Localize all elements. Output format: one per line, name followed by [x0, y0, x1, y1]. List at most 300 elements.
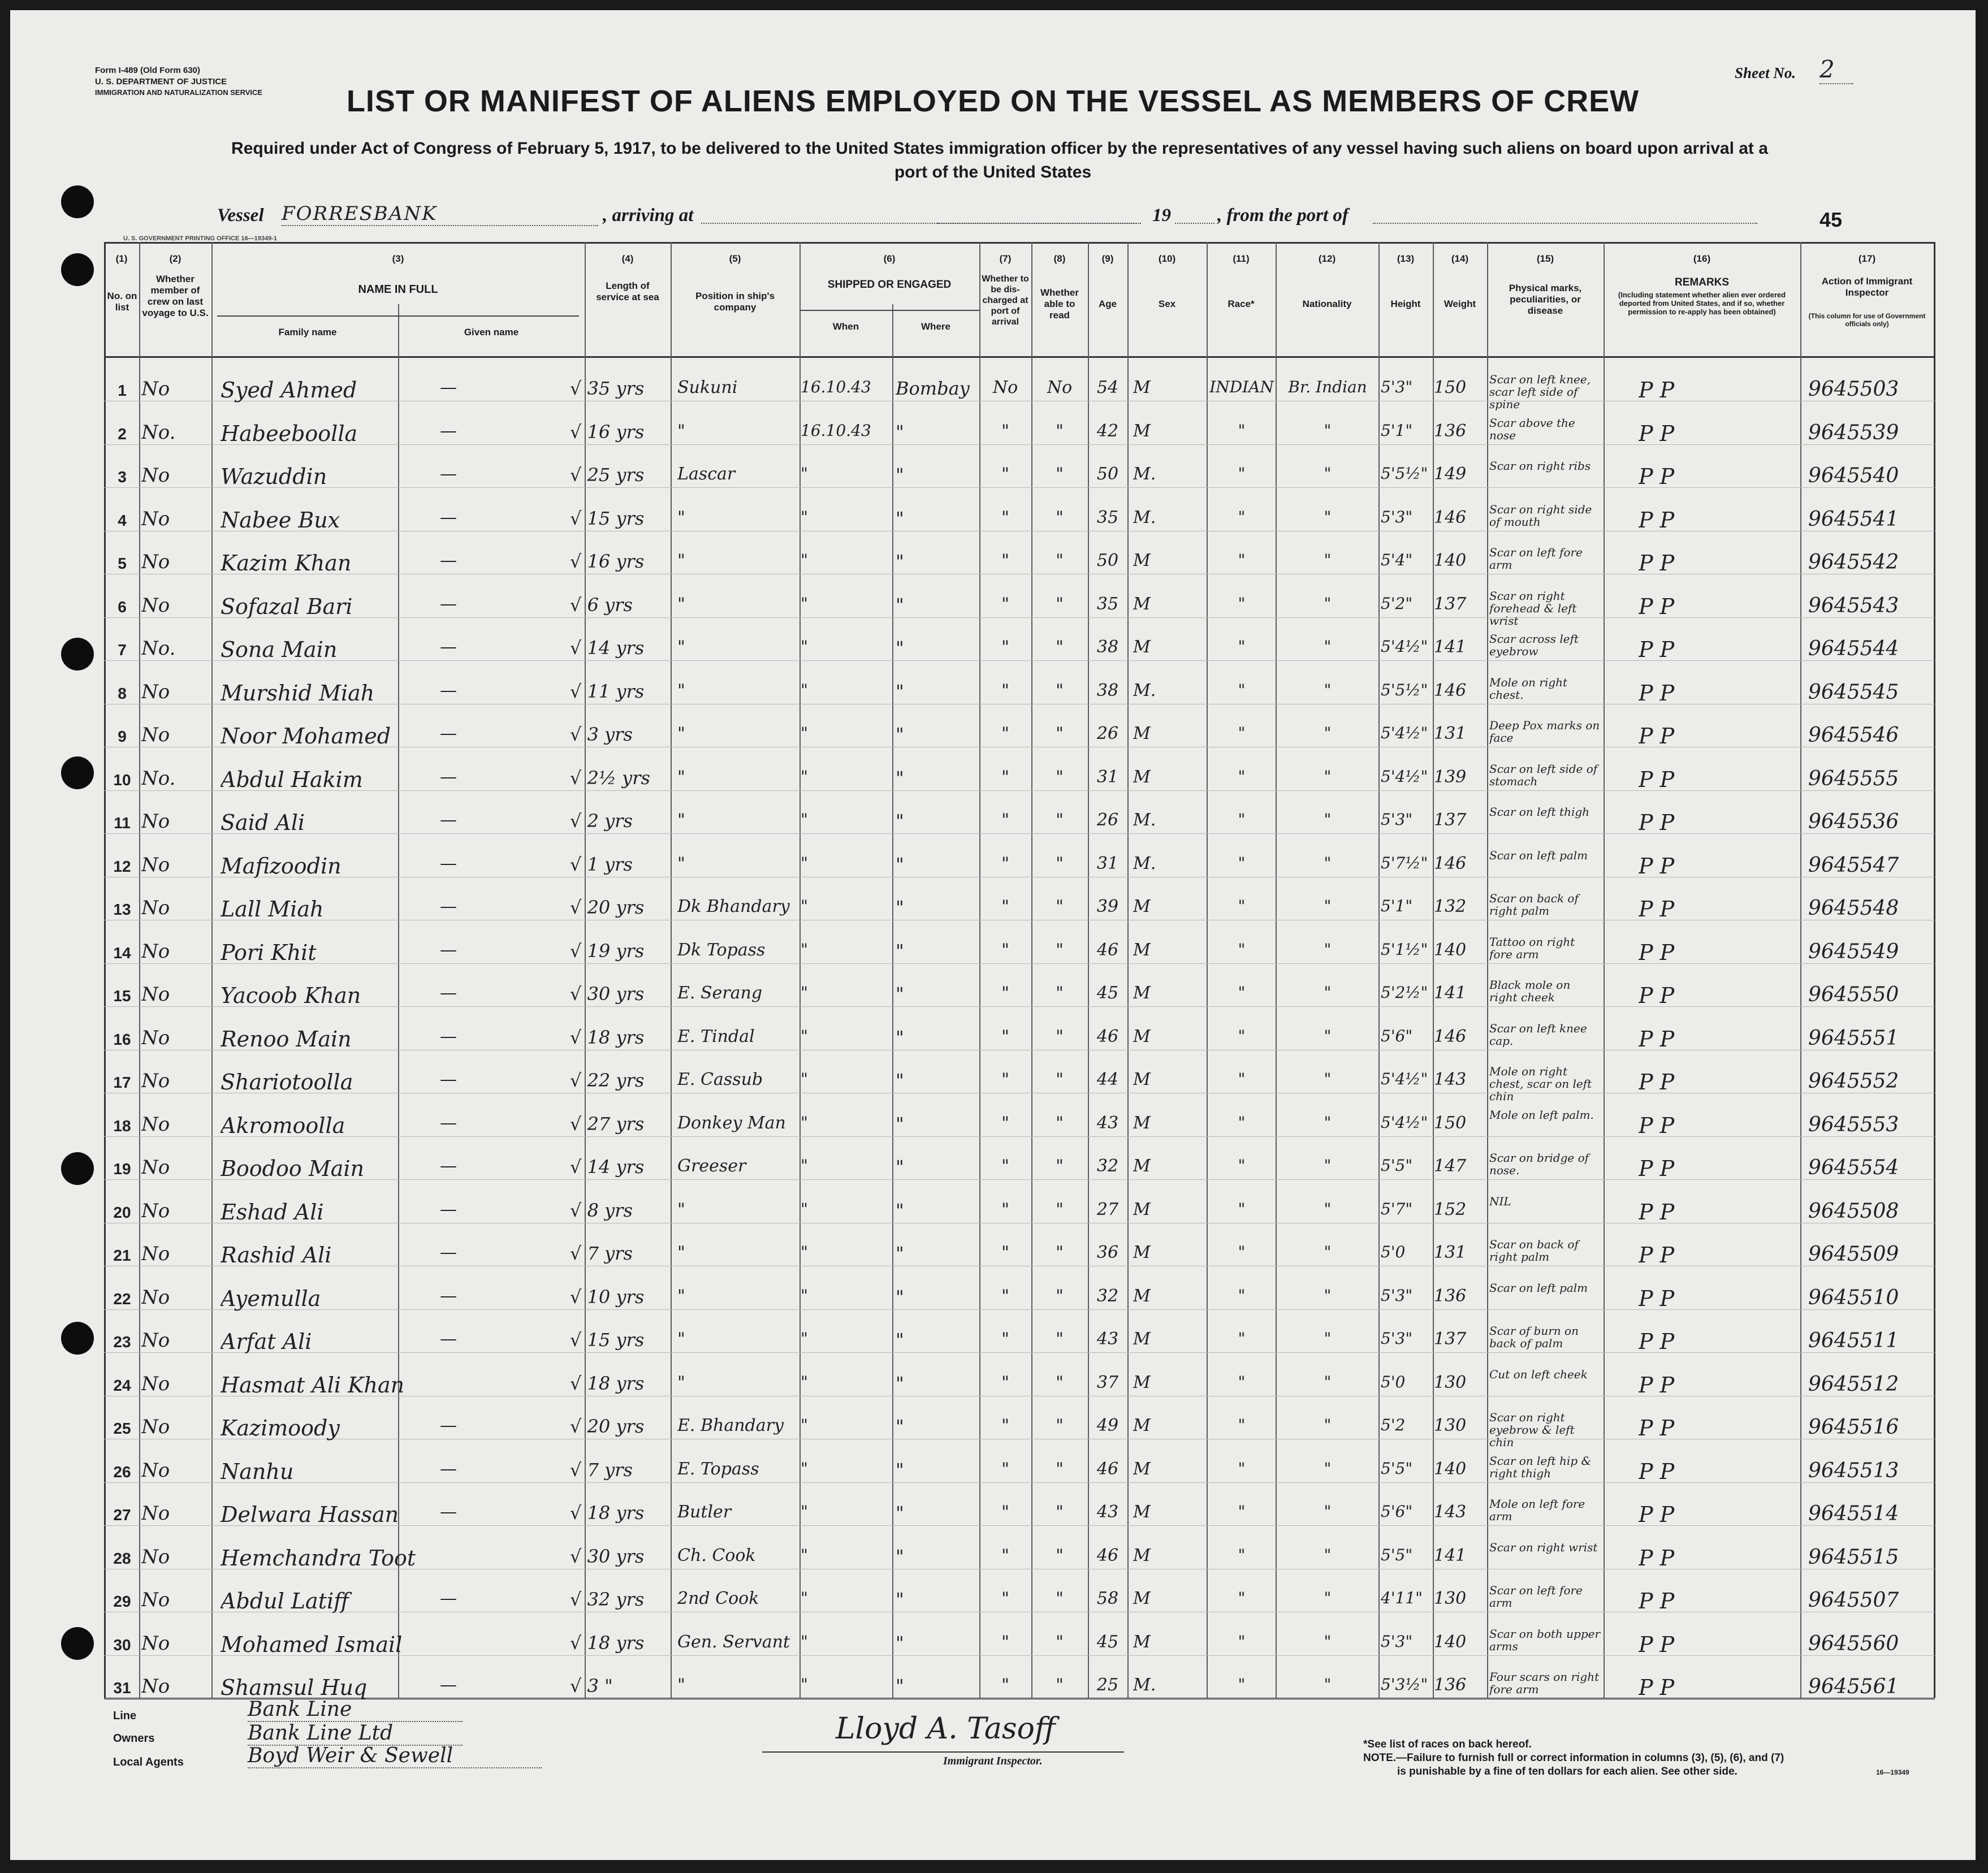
cell-nationality: "	[1324, 854, 1332, 872]
column-divider	[1378, 242, 1380, 1698]
cell-remarks: P P	[1639, 1632, 1675, 1657]
cell-action: 9645508	[1808, 1200, 1899, 1223]
cell-action: 9645552	[1808, 1070, 1899, 1093]
cell-age: 50	[1096, 464, 1119, 484]
cell-weight: 136	[1434, 1675, 1467, 1695]
column-number: (11)	[1233, 253, 1250, 264]
cell-service: √ 20 yrs	[570, 1416, 645, 1437]
cell-when: "	[801, 1070, 808, 1088]
cell-remarks: P P	[1639, 378, 1675, 403]
cell-height: 5'4"	[1381, 551, 1413, 569]
column-number: (3)	[392, 253, 404, 264]
cell-no: 19	[113, 1160, 131, 1178]
cell-age: 46	[1096, 940, 1119, 960]
cell-where: "	[896, 983, 904, 1005]
cell-where: "	[896, 724, 904, 745]
cell-remarks: P P	[1639, 767, 1675, 792]
cell-height: 5'4½"	[1381, 1070, 1428, 1088]
cell-remarks: P P	[1639, 1416, 1675, 1441]
cell-where: "	[896, 810, 904, 832]
cell-position: 2nd Cook	[677, 1589, 759, 1608]
cell-when: "	[801, 1286, 808, 1305]
cell-sex: M	[1133, 1373, 1151, 1392]
cell-when: "	[801, 1373, 808, 1391]
cell-action: 9645510	[1808, 1286, 1899, 1309]
cell-position: Lascar	[677, 464, 736, 484]
cell-nationality: "	[1324, 724, 1332, 742]
cell-family: Nanhu	[221, 1459, 294, 1484]
cell-action: 9645543	[1808, 594, 1899, 617]
cell-crew: No	[141, 1675, 170, 1698]
cell-race: "	[1238, 724, 1246, 742]
cell-family: Delwara Hassan	[221, 1502, 399, 1527]
header-bottom-border	[104, 356, 1935, 358]
cell-weight: 139	[1434, 767, 1467, 787]
cell-when: "	[801, 1243, 808, 1261]
column-divider	[139, 242, 140, 1698]
cell-age: 25	[1096, 1675, 1119, 1695]
cell-age: 46	[1096, 1459, 1119, 1479]
cell-nationality: "	[1324, 1243, 1332, 1261]
cell-crew: No	[141, 854, 170, 876]
cell-position: "	[677, 1675, 685, 1695]
cell-marks: Scar on back of right palm	[1489, 1238, 1579, 1264]
cell-height: 5'2½"	[1381, 983, 1428, 1002]
cell-remarks: P P	[1639, 637, 1675, 662]
cell-given: —	[440, 724, 457, 743]
cell-read: "	[1056, 594, 1064, 614]
cell-height: 5'7½"	[1381, 854, 1428, 872]
cell-crew: No	[141, 1113, 170, 1136]
cell-position: Dk Bhandary	[677, 897, 790, 916]
col-header-discharged: Whether to be dis-charged at port of arrival	[982, 274, 1029, 327]
sheet-number: 2	[1820, 55, 1853, 84]
cell-weight: 146	[1434, 854, 1467, 873]
cell-where: "	[896, 1416, 904, 1437]
footer-line-value: Bank Line	[248, 1698, 463, 1722]
cell-sex: M.	[1133, 854, 1156, 873]
cell-where: "	[896, 681, 904, 702]
cell-when: "	[801, 1675, 808, 1694]
cell-family: Shariotoolla	[221, 1070, 353, 1095]
cell-service: √ 25 yrs	[570, 464, 645, 486]
cell-service: √ 2 yrs	[570, 810, 633, 832]
cell-position: Sukuni	[677, 378, 738, 397]
cell-when: "	[801, 594, 808, 613]
cell-age: 38	[1096, 637, 1119, 657]
cell-sex: M	[1133, 1200, 1151, 1219]
cell-remarks: P P	[1639, 1675, 1675, 1700]
cell-no: 31	[113, 1679, 131, 1697]
cell-discharged: "	[1001, 1675, 1009, 1695]
cell-height: 5'4½"	[1381, 637, 1428, 656]
cell-race: "	[1238, 508, 1246, 526]
cell-remarks: P P	[1639, 1027, 1675, 1052]
cell-family: Hemchandra Toot	[221, 1546, 416, 1571]
cell-height: 5'4½"	[1381, 724, 1428, 742]
cell-height: 5'2"	[1381, 594, 1413, 613]
cell-discharged: "	[1001, 594, 1009, 614]
cell-sex: M	[1133, 1416, 1151, 1435]
note-line-1: NOTE.—Failure to furnish full or correct information in columns (3), (5), (6), and (7)	[1363, 1752, 1784, 1764]
note-line-2: is punishable by a fine of ten dollars for each alien. See other side.	[1397, 1766, 1738, 1777]
cell-sex: M	[1133, 983, 1151, 1003]
cell-marks: Scar above the nose	[1489, 417, 1575, 442]
cell-race: "	[1238, 1373, 1246, 1391]
cell-where: "	[896, 1243, 904, 1264]
col-header-when: When	[832, 321, 859, 332]
cell-no: 29	[113, 1593, 131, 1610]
cell-sex: M	[1133, 1502, 1151, 1522]
col-header-no: No. on list	[107, 291, 137, 313]
cell-sex: M	[1133, 1632, 1151, 1652]
cell-nationality: "	[1324, 508, 1332, 526]
cell-height: 5'3"	[1381, 1286, 1413, 1305]
cell-position: "	[677, 1243, 685, 1262]
page-number: 45	[1820, 208, 1843, 231]
cell-weight: 140	[1434, 1459, 1467, 1479]
cell-marks: Scar on bridge of nose.	[1489, 1152, 1589, 1177]
cell-read: "	[1056, 854, 1064, 873]
cell-read: "	[1056, 1675, 1064, 1695]
cell-when: "	[801, 897, 808, 915]
cell-where: "	[896, 1113, 904, 1135]
column-number: (16)	[1693, 253, 1711, 264]
cell-position: "	[677, 681, 685, 700]
subtitle-line-1: Required under Act of Congress of February 5, 1917, to be delivered to the United States immigration officer by the representatives of any vessel having such aliens on board upon arrival at a	[231, 139, 1768, 158]
cell-family: Pori Khit	[221, 940, 317, 965]
cell-age: 42	[1096, 421, 1119, 441]
cell-weight: 131	[1434, 724, 1467, 743]
cell-crew: No	[141, 1200, 170, 1222]
cell-action: 9645507	[1808, 1589, 1899, 1612]
cell-race: "	[1238, 1113, 1246, 1132]
cell-crew: No.	[141, 421, 176, 444]
cell-sex: M	[1133, 551, 1151, 570]
cell-given: —	[440, 767, 457, 787]
table-right-border	[1934, 242, 1935, 1698]
cell-action: 9645542	[1808, 551, 1899, 574]
cell-marks: Deep Pox marks on face	[1489, 719, 1600, 745]
cell-sex: M	[1133, 1329, 1151, 1349]
cell-crew: No	[141, 1070, 170, 1092]
cell-nationality: "	[1324, 1416, 1332, 1434]
cell-sex: M	[1133, 1027, 1151, 1046]
cell-service: √ 35 yrs	[570, 378, 645, 399]
cell-no: 14	[113, 944, 131, 962]
cell-when: "	[801, 464, 808, 483]
column-number: (8)	[1053, 253, 1066, 264]
cell-nationality: "	[1324, 464, 1332, 483]
column-number: (2)	[169, 253, 181, 264]
cell-no: 8	[118, 685, 127, 702]
cell-marks: Scar of burn on back of palm	[1489, 1325, 1579, 1350]
cell-service: √ 7 yrs	[570, 1459, 633, 1481]
cell-crew: No	[141, 378, 170, 400]
cell-action: 9645541	[1808, 508, 1899, 531]
cell-age: 58	[1096, 1589, 1119, 1608]
cell-given: —	[440, 637, 457, 657]
cell-when: "	[801, 1589, 808, 1607]
column-number: (1)	[115, 253, 128, 264]
cell-marks: Scar on left thigh	[1489, 806, 1590, 819]
cell-where: "	[896, 464, 904, 486]
cell-service: √ 16 yrs	[570, 421, 645, 443]
col-header-family-name: Family name	[278, 327, 337, 338]
cell-weight: 146	[1434, 1027, 1467, 1046]
cell-given: —	[440, 810, 457, 830]
cell-crew: No	[141, 940, 170, 963]
cell-race: "	[1238, 1589, 1246, 1607]
cell-where: "	[896, 594, 904, 616]
cell-read: No	[1047, 378, 1073, 397]
cell-nationality: "	[1324, 1027, 1332, 1045]
cell-marks: Scar on left palm	[1489, 849, 1588, 862]
cell-family: Kazim Khan	[221, 551, 352, 576]
cell-marks: Mole on right chest.	[1489, 676, 1568, 702]
cell-discharged: "	[1001, 637, 1009, 657]
cell-where: Bombay	[896, 378, 970, 399]
cell-race: "	[1238, 637, 1246, 656]
cell-given: —	[440, 594, 457, 614]
cell-remarks: P P	[1639, 1113, 1675, 1138]
cell-weight: 132	[1434, 897, 1467, 916]
cell-height: 5'3"	[1381, 1329, 1413, 1348]
cell-sex: M	[1133, 1243, 1151, 1262]
cell-discharged: "	[1001, 1502, 1009, 1522]
cell-remarks: P P	[1639, 1200, 1675, 1225]
cell-race: "	[1238, 1286, 1246, 1305]
cell-marks: Scar on right ribs	[1489, 460, 1591, 473]
cell-where: "	[896, 1329, 904, 1351]
cell-when: "	[801, 940, 808, 959]
cell-family: Abdul Latiff	[221, 1589, 349, 1614]
cell-family: Wazuddin	[221, 464, 327, 489]
cell-given: —	[440, 1027, 457, 1046]
cell-age: 35	[1096, 508, 1119, 527]
cell-where: "	[896, 1675, 904, 1697]
cell-read: "	[1056, 1546, 1064, 1565]
cell-nationality: "	[1324, 940, 1332, 959]
col-header-given-name: Given name	[464, 327, 519, 338]
cell-weight: 140	[1434, 940, 1467, 960]
cell-weight: 136	[1434, 1286, 1467, 1306]
cell-crew: No	[141, 1329, 170, 1352]
cell-race: "	[1238, 551, 1246, 569]
cell-service: √ 15 yrs	[570, 1329, 645, 1351]
cell-discharged: "	[1001, 1329, 1009, 1349]
cell-age: 32	[1096, 1286, 1119, 1306]
cell-action: 9645503	[1808, 378, 1899, 401]
cell-weight: 130	[1434, 1416, 1467, 1435]
cell-service: √ 27 yrs	[570, 1113, 645, 1135]
column-number: (7)	[999, 253, 1012, 264]
cell-race: "	[1238, 810, 1246, 829]
cell-given: —	[440, 421, 457, 441]
from-port-label: , from the port of	[1217, 205, 1349, 226]
cell-sex: M	[1133, 421, 1151, 441]
cell-crew: No	[141, 508, 170, 530]
column-divider	[1800, 242, 1801, 1698]
cell-given: —	[440, 508, 457, 527]
punch-hole	[61, 253, 94, 286]
cell-read: "	[1056, 551, 1064, 570]
col-header-weight: Weight	[1444, 299, 1476, 309]
cell-position: "	[677, 551, 685, 570]
cell-weight: 130	[1434, 1373, 1467, 1392]
cell-nationality: "	[1324, 1200, 1332, 1218]
cell-no: 30	[113, 1636, 131, 1654]
cell-discharged: "	[1001, 551, 1009, 570]
column-divider	[1276, 242, 1277, 1698]
punch-hole	[61, 1322, 94, 1355]
cell-where: "	[896, 1156, 904, 1178]
cell-position: Ch. Cook	[677, 1546, 756, 1565]
cell-position: Butler	[677, 1502, 732, 1522]
cell-action: 9645545	[1808, 681, 1899, 704]
cell-where: "	[896, 1200, 904, 1221]
cell-age: 35	[1096, 594, 1119, 614]
cell-race: "	[1238, 594, 1246, 613]
cell-given: —	[440, 1459, 457, 1479]
cell-discharged: "	[1001, 810, 1009, 830]
cell-age: 43	[1096, 1502, 1119, 1522]
cell-sex: M.	[1133, 508, 1156, 527]
signature-line	[762, 1751, 1124, 1753]
cell-nationality: "	[1324, 1286, 1332, 1305]
col-header-sex: Sex	[1158, 299, 1176, 309]
cell-crew: No	[141, 681, 170, 703]
cell-crew: No	[141, 1502, 170, 1525]
cell-discharged: "	[1001, 1070, 1009, 1089]
cell-height: 5'0	[1381, 1373, 1406, 1391]
cell-action: 9645536	[1808, 810, 1899, 833]
cell-no: 2	[118, 425, 127, 443]
cell-sex: M	[1133, 378, 1151, 397]
cell-discharged: "	[1001, 767, 1009, 787]
cell-position: E. Bhandary	[677, 1416, 784, 1435]
cell-given: —	[440, 854, 457, 873]
cell-given: —	[440, 1329, 457, 1349]
cell-remarks: P P	[1639, 508, 1675, 533]
cell-service: √ 7 yrs	[570, 1243, 633, 1264]
cell-sex: M	[1133, 1070, 1151, 1089]
cell-position: "	[677, 594, 685, 614]
cell-height: 5'3½"	[1381, 1675, 1428, 1694]
cell-age: 49	[1096, 1416, 1119, 1435]
cell-sex: M.	[1133, 810, 1156, 830]
cell-no: 5	[118, 555, 127, 572]
cell-service: √ 32 yrs	[570, 1589, 645, 1610]
cell-given: —	[440, 897, 457, 916]
cell-weight: 143	[1434, 1502, 1467, 1522]
cell-given: —	[440, 464, 457, 484]
cell-crew: No	[141, 1373, 170, 1395]
column-number: (10)	[1158, 253, 1176, 264]
cell-when: "	[801, 1027, 808, 1045]
form-number: Form I-489 (Old Form 630)	[95, 66, 200, 75]
col-header-position: Position in ship's company	[695, 291, 775, 313]
cell-nationality: "	[1324, 1113, 1332, 1132]
cell-read: "	[1056, 637, 1064, 657]
cell-no: 10	[113, 771, 131, 789]
cell-weight: 150	[1434, 378, 1467, 397]
cell-sex: M	[1133, 594, 1151, 614]
cell-age: 26	[1096, 724, 1119, 743]
cell-sex: M.	[1133, 464, 1156, 484]
cell-no: 6	[118, 598, 127, 616]
punch-hole	[61, 1627, 94, 1660]
cell-marks: Four scars on right fore arm	[1489, 1671, 1600, 1696]
cell-family: Boodoo Main	[221, 1156, 365, 1181]
cell-no: 23	[113, 1333, 131, 1351]
cell-marks: Scar on left knee cap.	[1489, 1022, 1587, 1048]
cell-given: —	[440, 1589, 457, 1608]
cell-remarks: P P	[1639, 854, 1675, 879]
cell-read: "	[1056, 1329, 1064, 1349]
cell-nationality: "	[1324, 810, 1332, 829]
cell-action: 9645516	[1808, 1416, 1899, 1439]
table-left-border	[104, 242, 106, 1698]
cell-marks: Cut on left cheek	[1489, 1368, 1588, 1381]
cell-marks: Scar on left fore arm	[1489, 546, 1583, 572]
column-divider	[1207, 242, 1208, 1698]
cell-position: Donkey Man	[677, 1113, 786, 1133]
col-header-nationality: Nationality	[1302, 299, 1352, 309]
cell-race: "	[1238, 1329, 1246, 1348]
cell-weight: 143	[1434, 1070, 1467, 1089]
cell-no: 4	[118, 512, 127, 529]
cell-discharged: "	[1001, 724, 1009, 743]
cell-action: 9645550	[1808, 983, 1899, 1006]
cell-remarks: P P	[1639, 681, 1675, 706]
cell-weight: 140	[1434, 1632, 1467, 1652]
cell-family: Lall Miah	[221, 897, 324, 922]
cell-discharged: "	[1001, 1416, 1009, 1435]
cell-crew: No	[141, 1027, 170, 1049]
column-divider	[799, 242, 801, 1698]
cell-given: —	[440, 551, 457, 570]
cell-action: 9645539	[1808, 421, 1899, 444]
cell-where: "	[896, 551, 904, 572]
col-header-physical-marks: Physical marks, peculiarities, or disease	[1509, 283, 1582, 316]
cell-service: √ 3 "	[570, 1675, 613, 1697]
cell-no: 1	[118, 382, 127, 399]
cell-race: "	[1238, 1675, 1246, 1694]
cell-weight: 146	[1434, 508, 1467, 527]
cell-race: "	[1238, 897, 1246, 915]
cell-action: 9645560	[1808, 1632, 1899, 1655]
col-header-where: Where	[921, 321, 950, 332]
cell-race: "	[1238, 1416, 1246, 1434]
cell-age: 43	[1096, 1329, 1119, 1349]
cell-marks: Scar on right side of mouth	[1489, 503, 1592, 529]
cell-height: 5'5½"	[1381, 681, 1428, 699]
cell-service: √ 10 yrs	[570, 1286, 645, 1308]
col-header-remarks-note: (Including statement whether alien ever ordered deported from United States, and if so, whether permission to re-apply has been obtained)	[1618, 291, 1786, 316]
cell-no: 7	[118, 641, 127, 659]
cell-read: "	[1056, 983, 1064, 1003]
cell-age: 31	[1096, 854, 1119, 873]
cell-remarks: P P	[1639, 724, 1675, 749]
column-number: (15)	[1536, 253, 1554, 264]
cell-read: "	[1056, 681, 1064, 700]
cell-marks: Scar on left hip & right thigh	[1489, 1455, 1592, 1480]
cell-service: √ 1 yrs	[570, 854, 633, 875]
cell-crew: No	[141, 551, 170, 573]
cell-action: 9645512	[1808, 1373, 1899, 1396]
cell-remarks: P P	[1639, 1373, 1675, 1398]
